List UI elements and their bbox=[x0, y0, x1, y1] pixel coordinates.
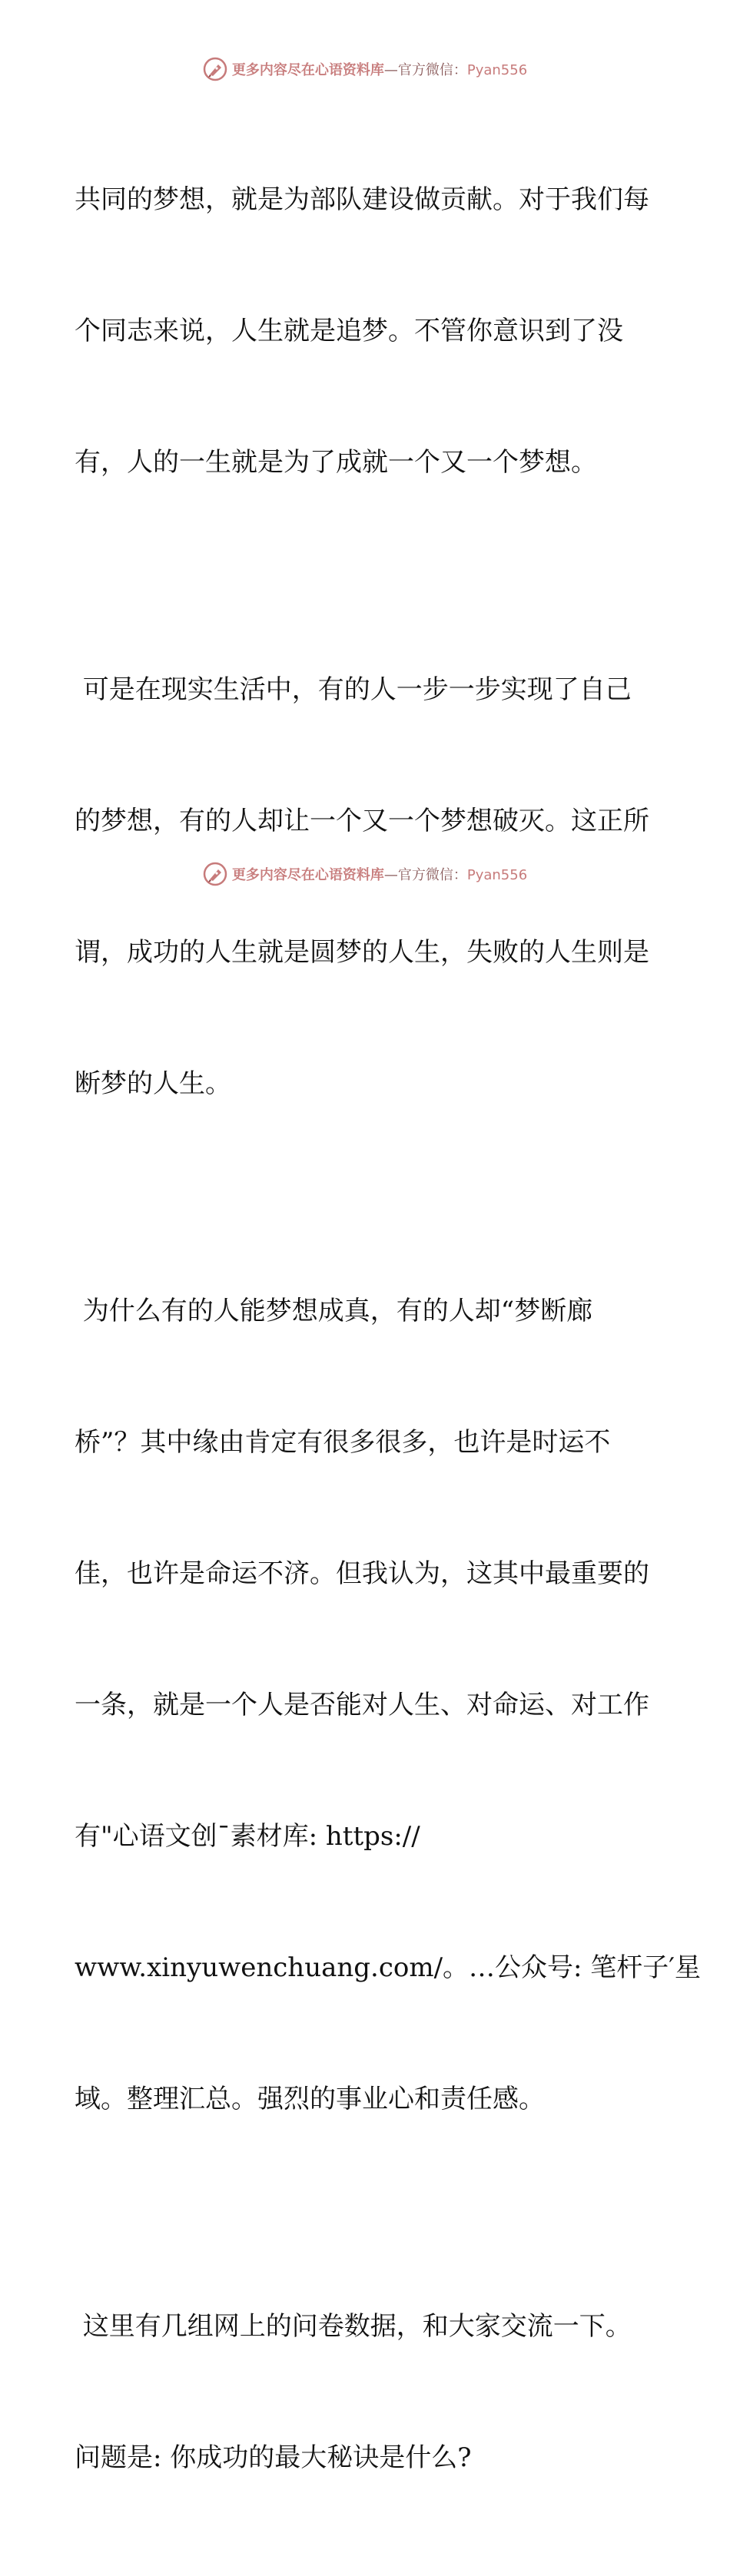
header-watermark-banner bbox=[0, 54, 730, 84]
text-line: 有，人的一生就是为了成就一个又一个梦想。 bbox=[75, 447, 597, 478]
text-line: 谓，成功的人生就是圆梦的人生，失败的人生则是 bbox=[75, 937, 649, 968]
paragraph bbox=[75, 1202, 702, 2209]
header-watermark-id: Pyan556 bbox=[466, 62, 528, 78]
text-line: 域。整理汇总。强烈的事业心和责任感。 bbox=[75, 2084, 545, 2114]
text-line: 佳，也许是命运不济。但我认为，这其中最重要的 bbox=[75, 1558, 649, 1589]
text-line: 这里有几组网上的问卷数据，和大家交流一下。 bbox=[75, 2311, 632, 2342]
footer-watermark-banner bbox=[0, 859, 730, 889]
text-line: 为什么有的人能梦想成真，有的人却“梦断廊 bbox=[75, 1296, 593, 1326]
paragraph bbox=[75, 91, 657, 572]
text-line: 一条，就是一个人是否能对人生、对命运、对工作 bbox=[75, 1690, 649, 1720]
pen-nib-logo-icon bbox=[203, 862, 227, 886]
footer-watermark-sub: —官方微信： bbox=[383, 867, 467, 883]
header-watermark-main: 更多内容尽在心语资料库 bbox=[231, 62, 384, 78]
text-line: www.xinyuwenchuang.com/。…公众号: 笔杆子′星 bbox=[75, 1952, 702, 1983]
header-watermark-sub: —官方微信： bbox=[383, 62, 467, 78]
text-line: 可是在现实生活中，有的人一步一步实现了自己 bbox=[75, 674, 632, 705]
text-line: 桥”？其中缘由肯定有很多很多，也许是时运不 bbox=[75, 1427, 611, 1458]
footer-watermark-id: Pyan556 bbox=[466, 867, 528, 883]
text-line: 断梦的人生。 bbox=[75, 1068, 231, 1099]
paragraph bbox=[75, 2217, 657, 2568]
document-body bbox=[75, 91, 702, 2576]
footer-watermark-main: 更多内容尽在心语资料库 bbox=[231, 867, 384, 883]
text-line: 个同志来说，人生就是追梦。不管你意识到了没 bbox=[75, 316, 623, 346]
footer-watermark-text bbox=[232, 864, 527, 884]
pen-nib-logo-icon bbox=[203, 57, 227, 81]
text-line: 有"心语文创¯素材库: https:// bbox=[75, 1821, 420, 1852]
header-watermark-text bbox=[232, 59, 527, 79]
text-line: 的梦想，有的人却让一个又一个梦想破灭。这正所 bbox=[75, 806, 649, 836]
text-line: 共同的梦想，就是为部队建设做贡献。对于我们每 bbox=[75, 184, 649, 215]
text-line: 问题是: 你成功的最大秘诀是什么? bbox=[75, 2442, 472, 2473]
